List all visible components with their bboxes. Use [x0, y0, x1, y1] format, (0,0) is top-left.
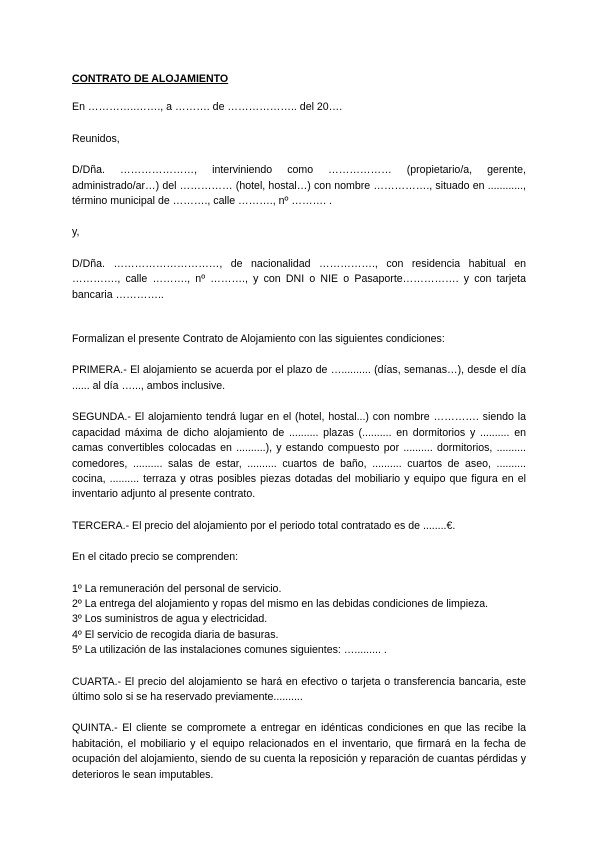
formalizan-paragraph: Formalizan el presente Contrato de Alojamiento con las siguientes condiciones: — [72, 333, 445, 346]
party-one-paragraph: D/Dña. …………………, interviniendo como ……………… (propietario/a, gerente, administrado/ar…) del …………… (hotel, hostal…) con nombre ……………., situado en ............, término municipal de ………., calle ………., nº ………. . — [72, 164, 526, 208]
list-item: 2º La entrega del alojamiento y ropas del mismo en las debidas condiciones de limpieza. — [72, 597, 489, 610]
list-item: 3º Los suministros de agua y electricidad. — [72, 613, 268, 626]
party-two-paragraph: D/Dña. …………………………, de nacionalidad ……………., con residencia habitual en …………., calle ………., nº ………., y con DNI o NIE o Pasaporte……………. y con tarjeta bancaria ………….. — [72, 257, 526, 301]
clause-tercera: TERCERA.- El precio del alojamiento por el periodo total contratado es de ........€. — [72, 519, 456, 532]
clause-segunda: SEGUNDA.- El alojamiento tendrá lugar en el (hotel, hostal...) con nombre …………. siendo la capacidad máxima de dicho alojamiento de .......... plazas (.......... en dormitorios y .......... en camas convertibles colocadas en ..........), y estando compuesto por .......... dormitorios, .......... comedores, .......... salas de estar, .......... cuartos de baño, .......... cuartos de aseo, .......... cocina, .......... terraza y otras posibles piezas dotadas del mobiliario y equipo que figura en el inventario adjunto al presente contrato. — [72, 411, 526, 501]
clause-quinta: QUINTA.- El cliente se compromete a entregar en idénticas condiciones en que las recibe la habitación, el mobiliario y el equipo relacionados en el inventario, que firmará en la fecha de ocupación del alojamiento, siendo de su cuenta la reposición y reparación de cuantas pérdidas y deterioros le sean imputables. — [72, 722, 526, 781]
price-includes-list — [72, 582, 526, 659]
and-label: y, — [72, 226, 80, 239]
list-item: 1º La remuneración del personal de servicio. — [72, 582, 282, 595]
list-item: 4º El servicio de recogida diaria de basuras. — [72, 628, 279, 641]
document-page — [72, 72, 526, 783]
reunidos-label: Reunidos, — [72, 132, 120, 145]
clause-primera: PRIMERA.- El alojamiento se acuerda por el plazo de ….......... (días, semanas…), desde el día ...... al día …..., ambos inclusive. — [72, 364, 526, 392]
price-includes-intro: En el citado precio se comprenden: — [72, 551, 239, 564]
clause-cuarta: CUARTA.- El precio del alojamiento se hará en efectivo o tarjeta o transferencia bancaria, este último solo si se ha reservado previamente.......... — [72, 675, 526, 703]
date-line: En …………..……., a ………. de ……………….. del 20…. — [72, 101, 343, 114]
document-title: CONTRATO DE ALOJAMIENTO — [72, 73, 229, 85]
list-item: 5º La utilización de las instalaciones comunes siguientes: …......... . — [72, 644, 387, 657]
